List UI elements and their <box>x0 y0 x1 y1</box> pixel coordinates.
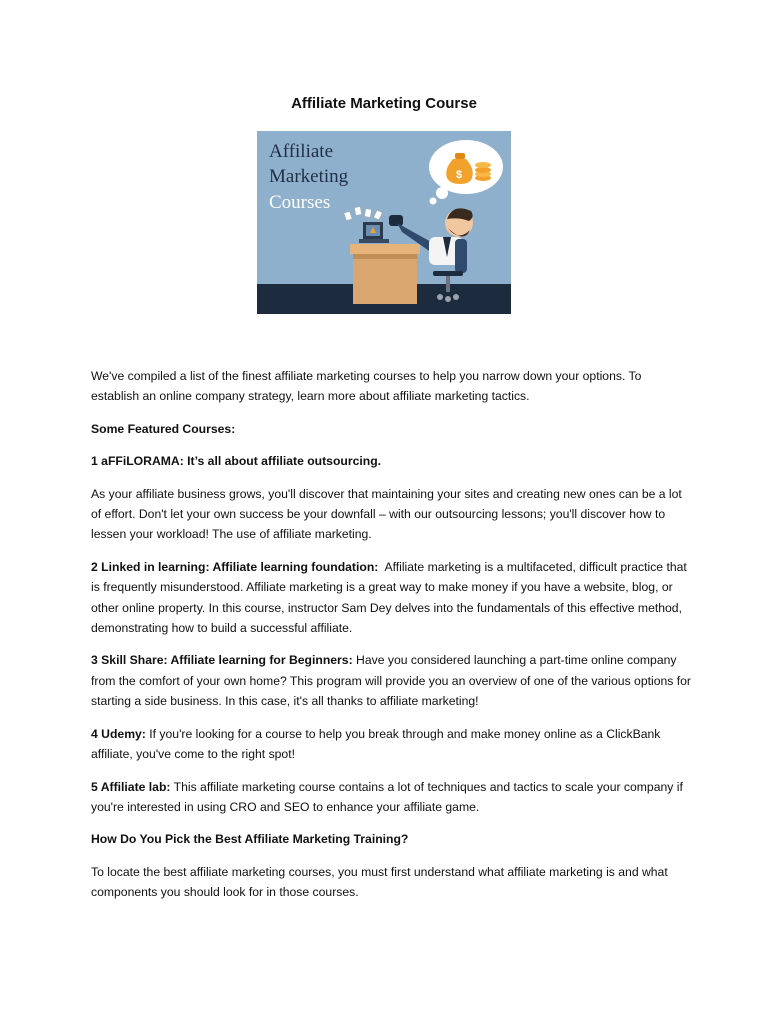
svg-text:$: $ <box>456 169 463 181</box>
chair-wheel <box>437 294 443 300</box>
course-5-paragraph <box>91 777 691 818</box>
intro-paragraph: We've compiled a list of the finest affiliate marketing courses to help you narrow down your options. To establish an online company strategy, learn more about affiliate marketing tactics. <box>91 369 642 404</box>
hero-illustration <box>257 131 511 314</box>
image-text-marketing: Marketing <box>269 166 349 187</box>
course-1-title: 1 aFFiLORAMA: It’s all about affiliate outsourcing. <box>91 454 382 469</box>
featured-heading: Some Featured Courses: <box>91 421 236 436</box>
image-text-courses: Courses <box>269 192 331 213</box>
course-2-paragraph <box>91 557 691 639</box>
course-4-paragraph <box>91 724 691 765</box>
course-3-title: 3 Skill Share: Affiliate learning for Beginners: <box>91 653 353 668</box>
image-text-affiliate: Affiliate <box>269 141 334 162</box>
course-1-description: As your affiliate business grows, you'll discover that maintaining your sites and creating new ones can be a lot of effort. Don't let your own success be your downfall – with our outsourcing lessons; you'll discover how to lessen your workload! The use of affiliate marketing. <box>91 486 682 542</box>
page-title: Affiliate Marketing Course <box>291 95 477 112</box>
course-3-description: Have you considered launching a part-time online company from the comfort of your own home? This program will provide you an overview of one of the various options for starting a side business. In this case, it's all thanks to affiliate marketing! <box>91 653 691 709</box>
course-4-description: If you're looking for a course to help you break through and make money online as a ClickBank affiliate, you've come to the right spot! <box>91 726 661 762</box>
course-2-description: Affiliate marketing is a multifaceted, difficult practice that is frequently misunderstood. Affiliate marketing is a great way to make money if you have a website, blog, or other online property. In this course, instructor Sam Dey delves into the fundamentals of this effective method, demonstrating how to build a successful affiliate. <box>91 559 687 636</box>
course-5-description: This affiliate marketing course contains a lot of techniques and tactics to scale your company if you're interested in using CRO and SEO to enhance your affiliate game. <box>91 779 683 814</box>
desk <box>350 244 420 304</box>
document-body <box>91 366 691 915</box>
course-5-title: 5 Affiliate lab: <box>91 779 171 794</box>
pick-heading: How Do You Pick the Best Affiliate Marketing Training? <box>91 832 409 847</box>
course-2-title: 2 Linked in learning: Affiliate learning foundation: <box>91 559 379 574</box>
pick-paragraph: To locate the best affiliate marketing courses, you must first understand what affiliate marketing is and what components you should look for in those courses. <box>91 864 668 900</box>
course-4-title: 4 Udemy: <box>91 726 146 741</box>
course-3-paragraph <box>91 650 691 711</box>
